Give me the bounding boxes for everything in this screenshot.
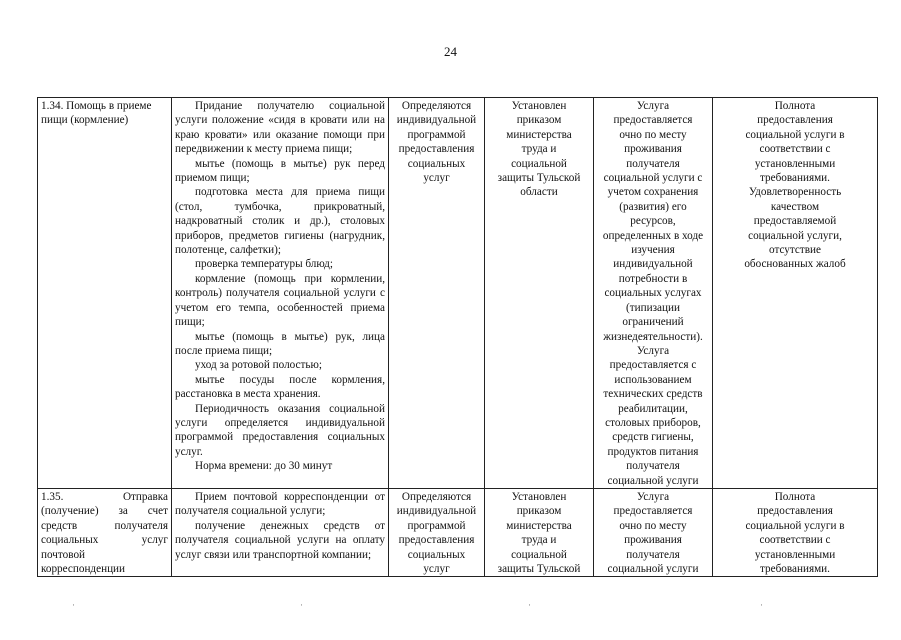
cell-line: министерства xyxy=(506,128,572,141)
content-paragraph: мытье (помощь в мытье) рук перед приемом пищи; xyxy=(175,157,385,185)
service-content-cell xyxy=(172,488,389,576)
cell-line: столовых приборов, xyxy=(605,416,701,429)
cell-line: потребности в xyxy=(618,272,688,285)
cell-line: социальных xyxy=(407,157,466,170)
cell-line: социальной услуги, xyxy=(748,229,842,242)
cell-line: очно по месту xyxy=(619,128,687,141)
cell-line: предоставляется xyxy=(613,505,693,518)
cell-line: Услуга xyxy=(636,100,670,112)
cell-line: индивидуальной xyxy=(613,258,693,271)
cell-line: предоставляемой xyxy=(753,215,837,228)
content-paragraph: кормление (помощь при кормлении, контроль) получателя социальной услуги с учетом его темпа, особенностей приема пищи; xyxy=(175,272,385,329)
cell-line: получателя xyxy=(626,548,680,561)
cell-line: программой xyxy=(407,519,466,532)
cell-line: Удовлетворенность xyxy=(748,186,842,199)
cell-line: индивидуальной xyxy=(396,505,477,518)
cell-line: продуктов питания xyxy=(607,445,699,458)
cell-line: отсутствие xyxy=(769,244,821,257)
cell-line: социальной услуги xyxy=(607,474,699,487)
services-table xyxy=(37,97,878,577)
cell-line: социальных услугах xyxy=(604,287,702,300)
cell-line: проживания xyxy=(624,143,682,156)
cell-line: Установлен xyxy=(511,490,567,503)
content-paragraph: Норма времени: до 30 минут xyxy=(195,460,333,473)
cell-line: использованием xyxy=(614,373,692,386)
content-paragraph: уход за ротовой полостью; xyxy=(195,359,322,372)
tariff-cell xyxy=(485,488,594,576)
cell-line: программой xyxy=(407,128,466,141)
conditions-cell xyxy=(594,98,713,489)
service-content-cell xyxy=(172,98,389,489)
cell-line: установленными xyxy=(754,157,836,170)
cell-line: социальной xyxy=(511,548,567,561)
service-name: 1.34. Помощь в приеме пищи (кормление) xyxy=(41,100,152,127)
cell-line: Определяются xyxy=(401,490,472,503)
cell-line: Услуга xyxy=(636,490,670,503)
cell-line: социальной услуги в xyxy=(745,128,845,141)
scan-marks: · · · · xyxy=(72,600,763,610)
cell-line: получателя xyxy=(626,460,680,473)
cell-line: качеством xyxy=(770,200,820,213)
cell-line: требованиями. xyxy=(760,172,830,185)
cell-line: услуг xyxy=(423,172,450,185)
cell-line: (типизации xyxy=(626,301,680,314)
content-paragraph: подготовка места для приема пищи (стол, тумбочка, прикроватный, надкроватный столик и др.), столовых приборов, предметов гигиены (нагрудник, полотенце, салфетки); xyxy=(175,186,385,257)
content-paragraph: Придание получателю социальной услуги положение «сидя в кровати или на краю кровати» или оказание помощи при передвижении к месту приема пищи; xyxy=(175,100,385,156)
table-row xyxy=(38,98,878,489)
cell-line: предоставляется xyxy=(613,114,693,127)
cell-line: обоснованных жалоб xyxy=(744,258,846,271)
cell-line: социальной услуги с xyxy=(603,172,703,185)
service-name-cell xyxy=(38,488,172,576)
cell-line: ограничений xyxy=(622,316,684,329)
service-volume-cell xyxy=(389,98,485,489)
cell-line: услуг xyxy=(423,563,450,575)
cell-line: предоставления xyxy=(757,114,833,127)
cell-line: предоставляется с xyxy=(609,359,697,372)
cell-line: (развития) его xyxy=(619,200,687,213)
content-paragraph: Периодичность оказания социальной услуги определяется индивидуальной программой предоставления социальных услуг. xyxy=(175,402,385,458)
cell-line: защиты Тульской xyxy=(497,563,581,575)
cell-line: получателя xyxy=(626,157,680,170)
service-name: 1.35. Отправка (получение) за счет средств получателя социальных услуг почтовой корреспонденции xyxy=(41,490,168,575)
table-row xyxy=(38,488,878,576)
quality-cell xyxy=(713,98,878,489)
cell-line: очно по месту xyxy=(619,519,687,532)
cell-line: Определяются xyxy=(401,100,472,112)
cell-line: Услуга xyxy=(636,344,670,357)
content-paragraph: проверка температуры блюд; xyxy=(195,258,333,271)
conditions-cell xyxy=(594,488,713,576)
cell-line: области xyxy=(520,186,558,199)
cell-line: определенных в ходе xyxy=(602,229,704,242)
content-paragraph: получение денежных средств от получателя социальной услуги на оплату услуг связи или транспортной компании; xyxy=(175,519,385,561)
cell-line: соответствии с xyxy=(759,534,831,547)
cell-line: социальной xyxy=(511,157,567,170)
cell-line: труда и xyxy=(521,143,557,156)
quality-cell xyxy=(713,488,878,576)
cell-line: технических средств xyxy=(603,388,703,401)
cell-line: соответствии с xyxy=(759,143,831,156)
cell-line: министерства xyxy=(506,519,572,532)
content-paragraph: мытье (помощь в мытье) рук, лица после приема пищи; xyxy=(175,330,385,357)
service-name-cell xyxy=(38,98,172,489)
cell-line: Полнота xyxy=(774,100,816,112)
cell-line: изучения xyxy=(631,244,675,257)
cell-line: реабилитации, xyxy=(618,402,688,415)
cell-line: учетом сохранения xyxy=(607,186,699,199)
cell-line: Полнота xyxy=(774,490,816,503)
cell-line: требованиями. xyxy=(760,563,830,575)
cell-line: социальных xyxy=(407,548,466,561)
content-paragraph: Прием почтовой корреспонденции от получателя социальной услуги; xyxy=(175,490,385,518)
cell-line: социальной услуги в xyxy=(745,519,845,532)
cell-line: защиты Тульской xyxy=(497,172,581,185)
cell-line: труда и xyxy=(521,534,557,547)
cell-line: жизнедеятельности). xyxy=(603,330,703,343)
cell-line: индивидуальной xyxy=(396,114,477,127)
cell-line: Установлен xyxy=(511,100,567,112)
cell-line: ресурсов, xyxy=(630,215,676,228)
service-volume-cell xyxy=(389,488,485,576)
cell-line: предоставления xyxy=(398,534,475,547)
cell-line: предоставления xyxy=(757,505,833,518)
tariff-cell xyxy=(485,98,594,489)
cell-line: средств гигиены, xyxy=(612,431,694,444)
cell-line: социальной услуги xyxy=(607,563,699,575)
page-number: 24 xyxy=(444,44,457,59)
cell-line: проживания xyxy=(624,534,682,547)
content-paragraph: мытье посуды после кормления, расстановка в места хранения. xyxy=(175,373,385,401)
cell-line: установленными xyxy=(754,548,836,561)
cell-line: приказом xyxy=(516,505,562,518)
cell-line: предоставления xyxy=(398,143,475,156)
cell-line: приказом xyxy=(516,114,562,127)
